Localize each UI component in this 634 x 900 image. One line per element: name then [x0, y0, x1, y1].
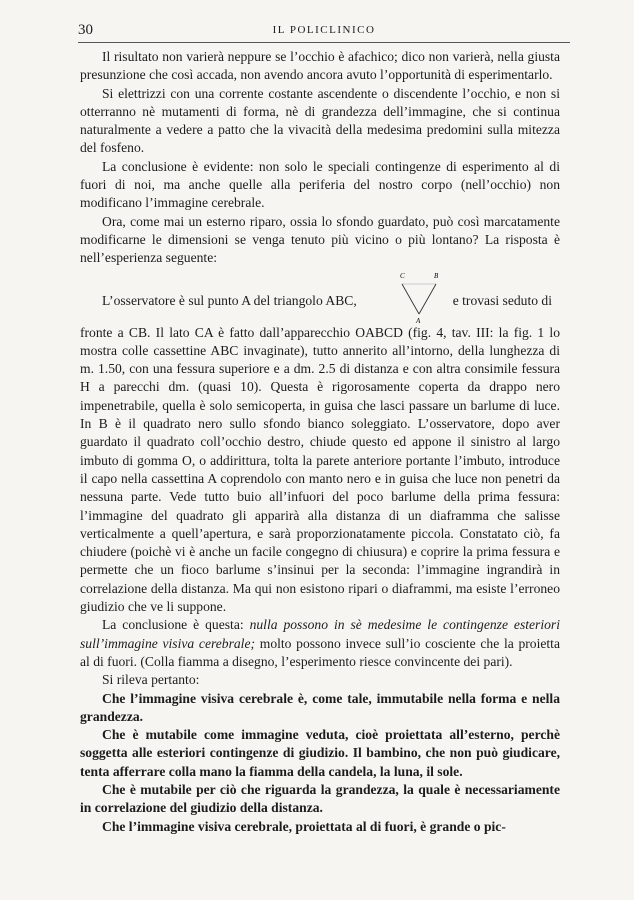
triangle-side-ca: [402, 284, 419, 314]
conclusion-start: La conclusione è questa:: [102, 617, 250, 633]
paragraph: Il risultato non varierà neppure se l’occhio è afachico; dico non varierà, nella giusta presunzione che così accada, non avendo ancora avuto l’opportunità di esperimentarlo.: [80, 49, 560, 83]
conclusion-italic: nulla possono in sè medesime le contingenze esteriori sull’immagine visiva cerebrale;: [80, 617, 560, 651]
paragraph: Si elettrizzi con una corrente costante ascendente o discendente l’occhio, e non si otterranno nè mutamenti di forma, nè di grandezza dell’immagine, che si continua naturalmente a vedere a patto che la vivacità della medesima predomini sulla mitezza del fosfeno.: [80, 85, 560, 156]
triangle-text-after: e trovasi seduto di: [452, 292, 552, 308]
page-header: [78, 22, 570, 43]
paragraph: La conclusione è evidente: non solo le speciali contingenze di esperimento al di fuori di noi, ma anche quelle alla periferia del nostro corpo (nell’occhio) non modificano l’immagine cerebrale.: [80, 158, 560, 211]
page-number: 30: [78, 22, 93, 38]
bold-paragraph: Che l’immagine visiva cerebrale è, come tale, immutabile nella forma e nella grandezza.: [80, 690, 560, 724]
triangle-line: [80, 268, 560, 324]
triangle-side-ba: [419, 284, 436, 314]
paragraph: Ora, come mai un esterno riparo, ossia lo sfondo guardato, può così marcatamente modificarne le dimensioni se venga tenuto più vicino o più lontano? La risposta è nell’esperienza seguente:: [80, 213, 560, 266]
label-a: A: [416, 316, 421, 324]
triangle-diagram: [396, 268, 446, 324]
label-c: C: [400, 271, 405, 280]
label-b: B: [434, 271, 439, 280]
conclusion-end: molto possono invece sull’io cosciente che la proietta al di fuori. (Colla fiamma a disegno, l’esperimento riesce convincente dei pari).: [80, 635, 560, 669]
bold-paragraph: Che è mutabile per ciò che riguarda la grandezza, la quale è necessariamente in correlazione del giudizio della distanza.: [80, 781, 560, 816]
conclusion-paragraph: [80, 616, 560, 671]
paragraph: fronte a CB. Il lato CA è fatto dall’apparecchio OABCD (fig. 4, tav. III: la fig. 1 lo mostra colle cassettine ABC invaginate), tutto annerito all’intorno, della lunghezza di m. 1.50, con una fessura superiore e a dm. 2.5 di distanza e con altra consimile fessura H a parecchi dm. (quasi 10). Questa è rigorosamente coperta da drappo nero impenetrabile, quella è solo semicoperta, in guisa che lasci passare un barlume di luce. In B è il quadrato nero sullo sfondo bianco soleggiato. L’osservatore, dopo aver guardato il quadrato coll’occhio destro, chiude questo ed appone il sinistro al largo imbuto di gomma O, o addirittura, tolta la parete anteriore portante l’imbuto, introduce il capo nella cassettina A coprendolo con manto nero e in guisa che luce non penetri da nessuna parte. Vede tutto buio all’infuori del poco barlume della prima fessura: l’immagine del quadrato gli apparirà alla distanza di un diaframma che salisse verticalmente a quell’apertura, e sarà proporzionatamente piccola. Constatato ciò, fa chiudere (poichè vi è anche un facile congegno di chiusura) e coprire la prima fessura e permette che un fioco barlume s’insinui per la seconda: l’immagine ingrandirà in correlazione della distanza. Ma qui non esistono ripari o diaframmi, ma esiste l’erroneo giudizio che ve li suppone.: [80, 324, 560, 615]
bold-paragraph: Che è mutabile come immagine veduta, cioè proiettata all’esterno, perchè soggetta alle esteriori contingenze di giudizio. Il bambino, che non può giudicare, tenta afferrare colla mano la fiamma della candela, la luna, il sole.: [80, 727, 560, 779]
running-title: IL POLICLINICO: [272, 24, 376, 36]
triangle-text-before: L’osservatore è sul punto A del triangolo ABC,: [102, 292, 357, 308]
body-text: [80, 48, 560, 836]
bold-paragraph: Che l’immagine visiva cerebrale, proiettata al di fuori, è grande o pic-: [102, 818, 506, 834]
summary-intro: Si rileva pertanto:: [102, 672, 200, 688]
